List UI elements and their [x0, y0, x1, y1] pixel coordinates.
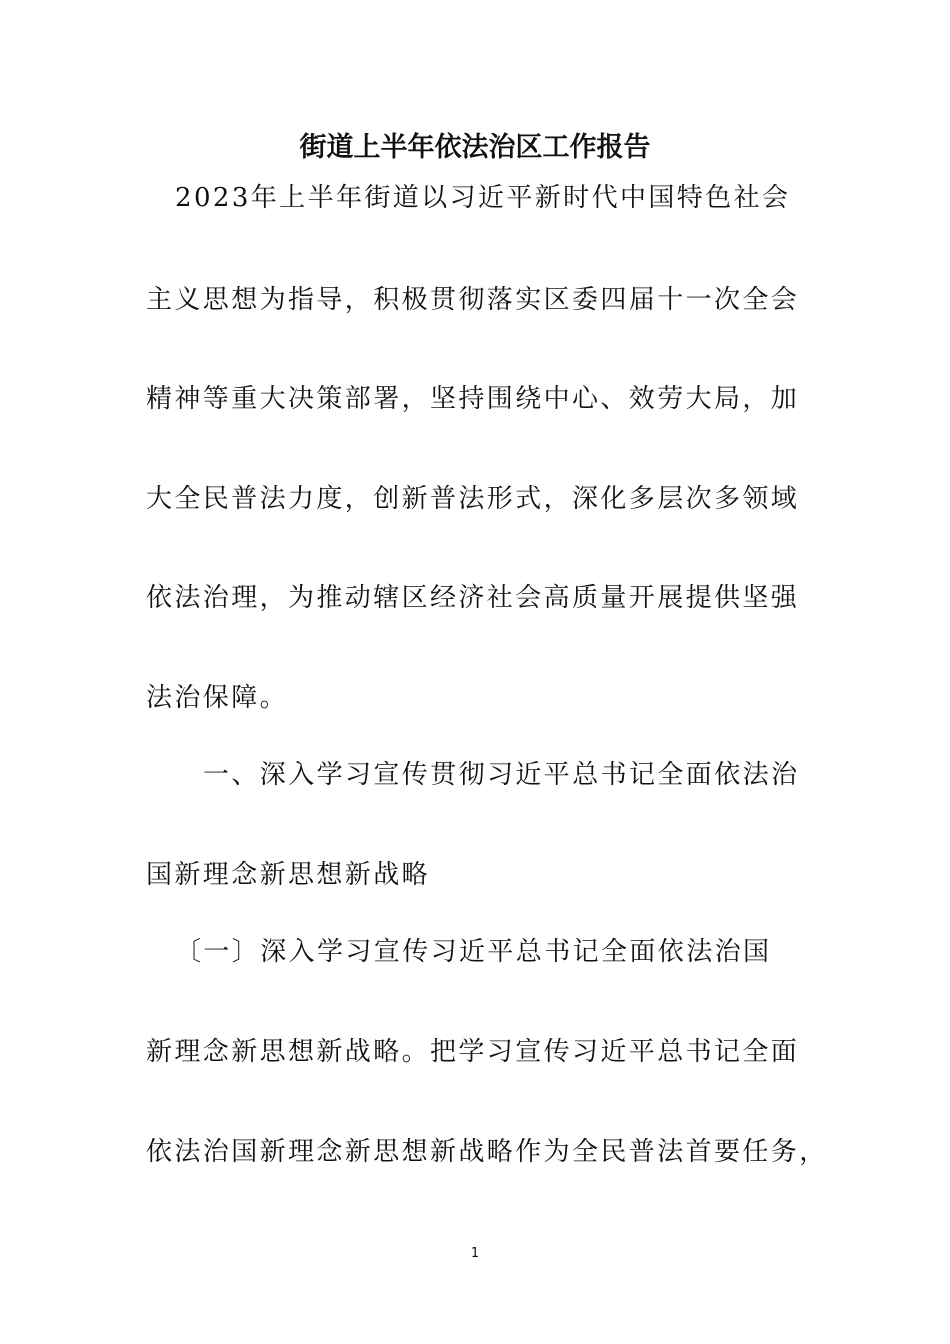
paragraph-line: 依法治理，为推动辖区经济社会高质量开展提供坚强	[146, 583, 800, 613]
paragraph-line: 新理念新思想新战略。把学习宣传习近平总书记全面	[146, 1037, 800, 1067]
page-number: 1	[470, 1246, 480, 1261]
paragraph-line: 大全民普法力度，创新普法形式，深化多层次多领域	[146, 484, 800, 514]
section-heading-line: 国新理念新思想新战略	[146, 860, 431, 890]
paragraph-line: 精神等重大决策部署，坚持围绕中心、效劳大局，加	[146, 384, 800, 414]
subsection-line: 〔一〕深入学习宣传习近平总书记全面依法治国	[175, 937, 772, 967]
section-heading-line: 一、深入学习宣传贯彻习近平总书记全面依法治	[203, 760, 800, 790]
paragraph-line: 主义思想为指导，积极贯彻落实区委四届十一次全会	[146, 285, 800, 315]
paragraph-line: 法治保障。	[146, 683, 289, 713]
paragraph-line: 2023年上半年街道以习近平新时代中国特色社会	[175, 183, 791, 213]
paragraph-line: 依法治国新理念新思想新战略作为全民普法首要任务，	[146, 1137, 828, 1167]
document-title: 街道上半年依法治区工作报告	[299, 132, 651, 163]
